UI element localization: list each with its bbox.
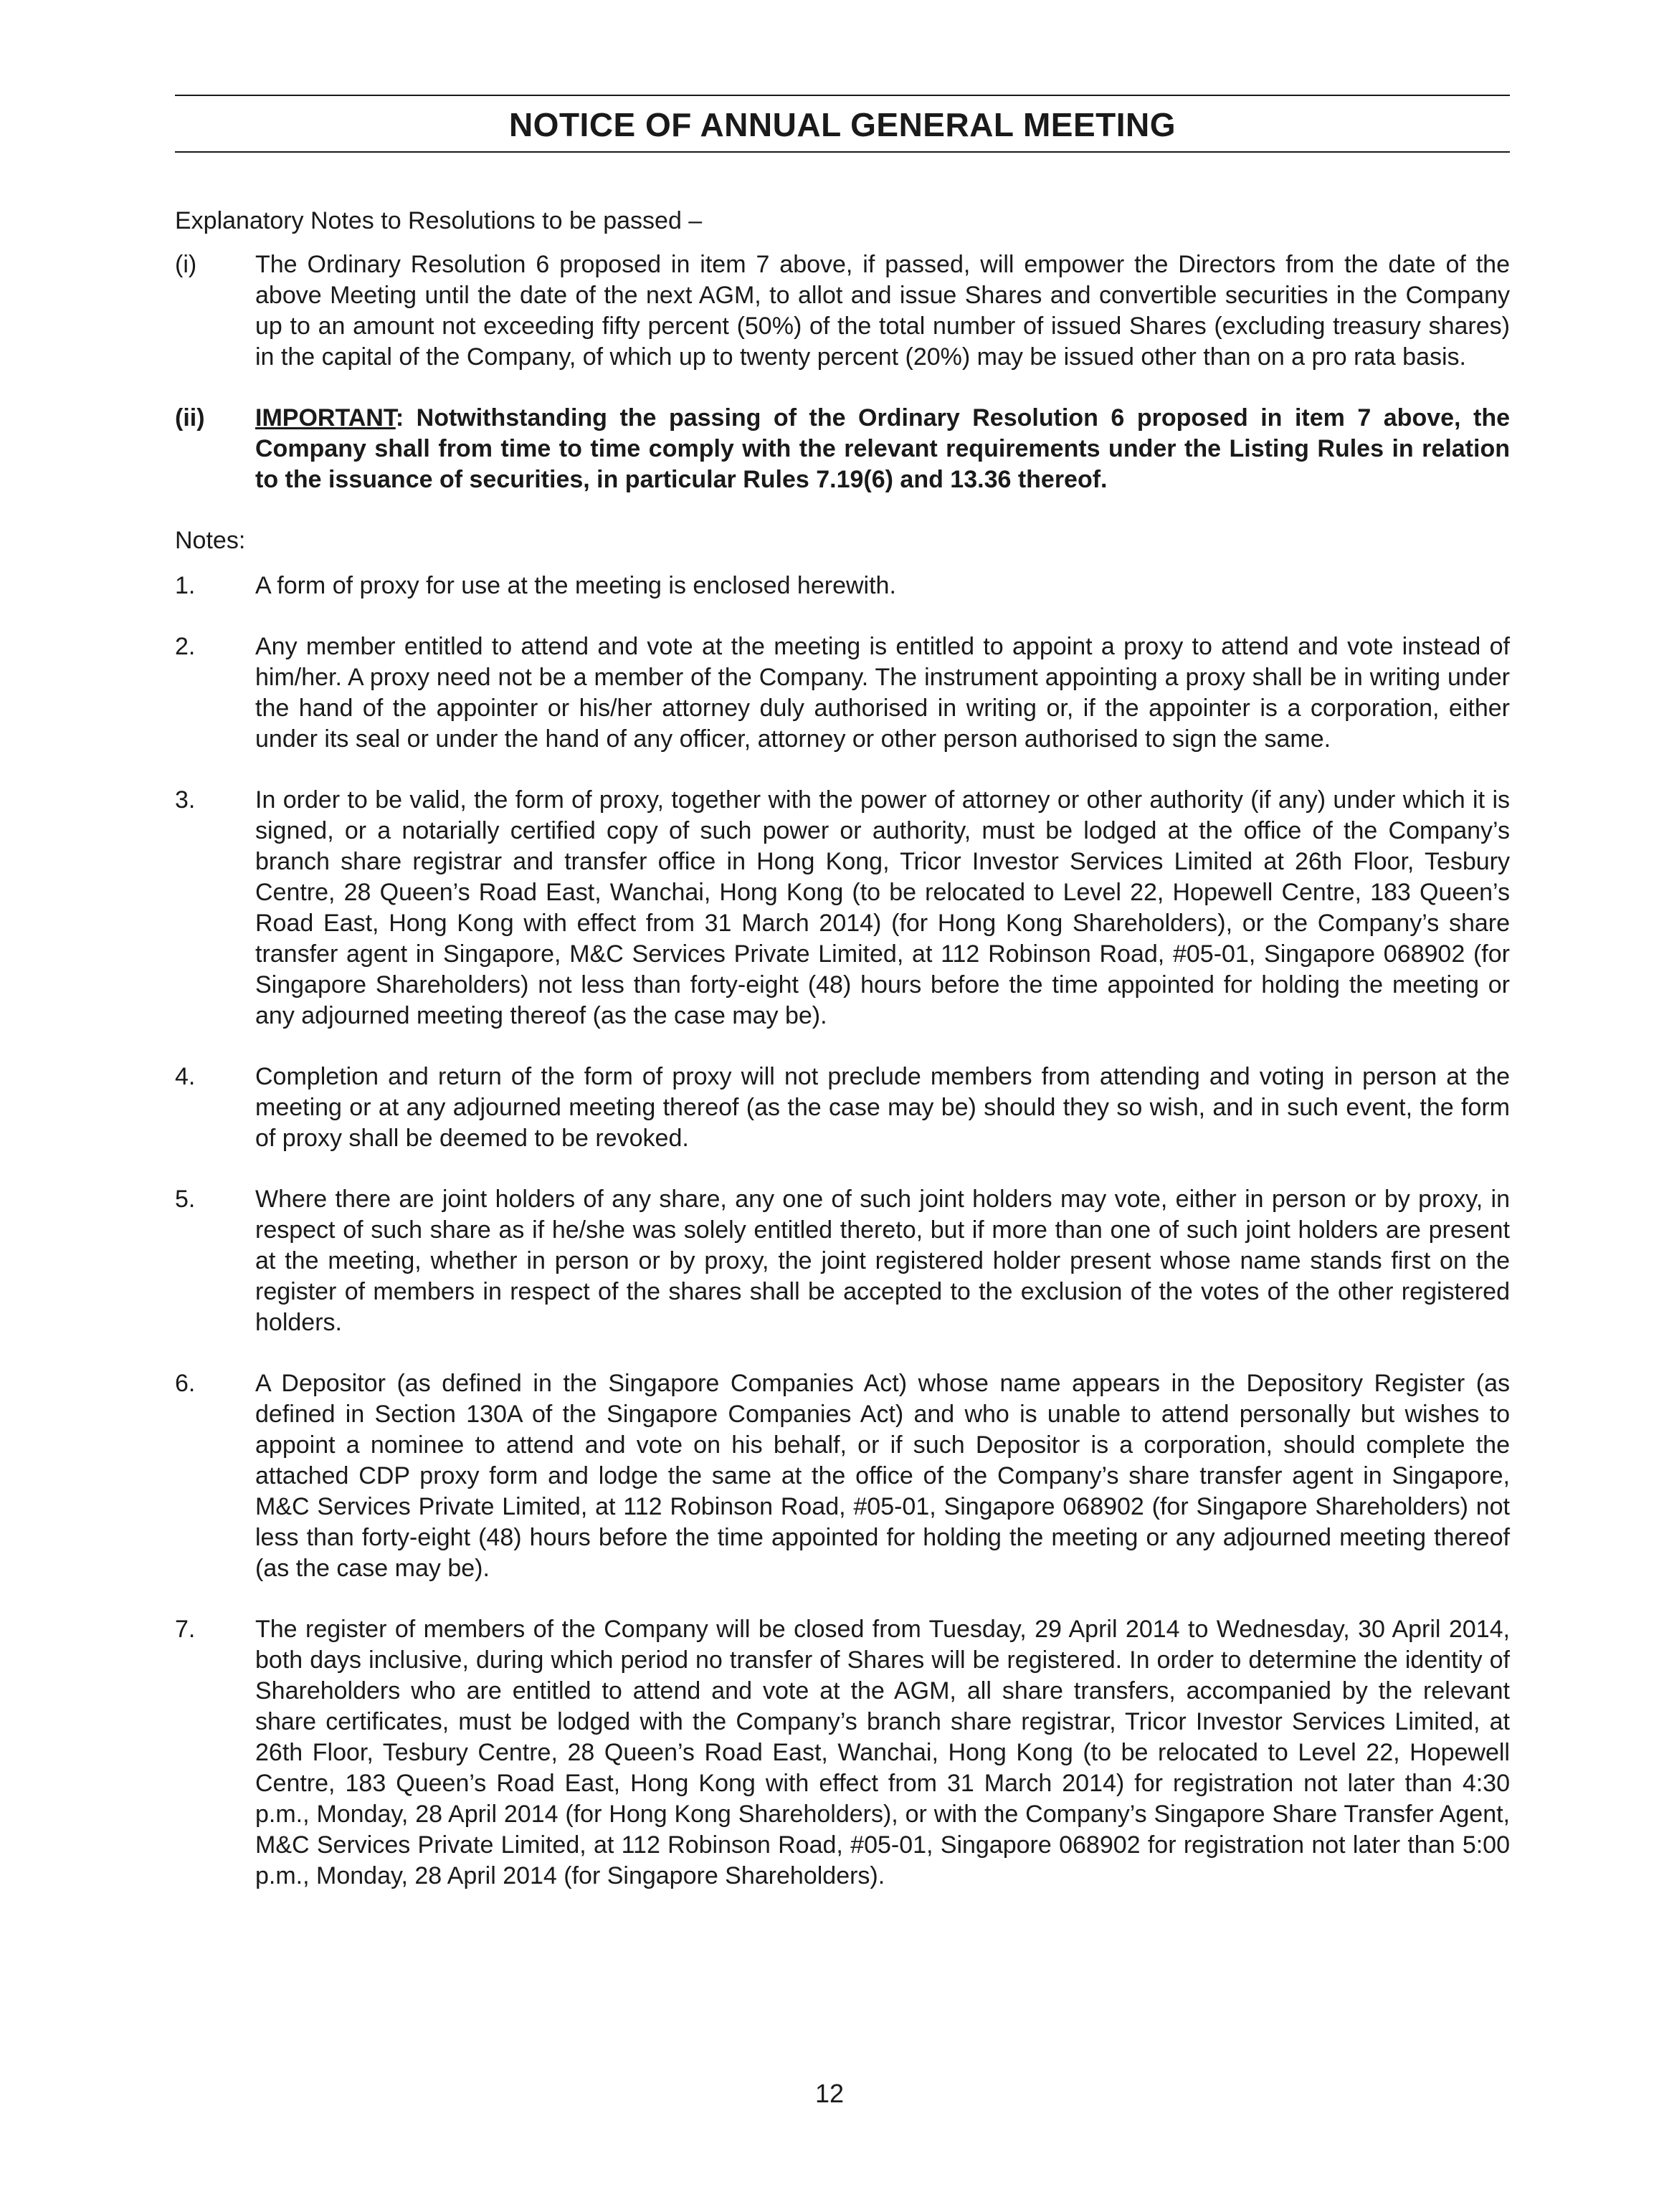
important-notice [255,403,1510,495]
important-colon: : [395,404,404,432]
item-label: (i) [175,250,197,278]
item-label: 5. [175,1185,196,1213]
note-item-6 [175,1368,1510,1584]
item-text: The Ordinary Resolution 6 proposed in item 7 above, if passed, will empower the Directors from the date of the above Meeting until the date of the next AGM, to allot and issue Shares and convertible securities in the Company up to an amount not exceeding fifty percent (50%) of the total number of issued Shares (excluding treasury shares) in the capital of the Company, of which up to twenty percent (20%) may be issued other than on a pro rata basis. [255,250,1510,371]
item-text: Any member entitled to attend and vote at the meeting is entitled to appoint a proxy to attend and vote instead of him/her. A proxy need not be a member of the Company. The instrument appointing a proxy shall be in writing under the hand of the appointer or his/her attorney duly authorised in writing or, if the appointer is a corporation, either under its seal or under the hand of any officer, attorney or other person authorised to sign the same. [255,632,1510,753]
item-text: Where there are joint holders of any share, any one of such joint holders may vote, either in person or by proxy, in respect of such share as if he/she was solely entitled thereto, but if more than one of such joint holders are present at the meeting, whether in person or by proxy, the joint registered holder present whose name stands first on the register of members in respect of the shares shall be accepted to the exclusion of the votes of the other registered holders. [255,1185,1510,1336]
item-label: 1. [175,571,196,599]
title-block [175,95,1510,153]
item-text: A Depositor (as defined in the Singapore Companies Act) whose name appears in the Depository Register (as defined in Section 130A of the Singapore Companies Act) and who is unable to attend personally but wishes to appoint a nominee to attend and vote on his behalf, or if such Depositor is a corporation, should complete the attached CDP proxy form and lodge the same at the office of the Company’s share transfer agent in Singapore, M&C Services Private Limited, at 112 Robinson Road, #05-01, Singapore 068902 (for Singapore Shareholders) not less than forty-eight (48) hours before the time appointed for holding the meeting or any adjourned meeting thereof (as the case may be). [255,1369,1510,1582]
item-label: 4. [175,1062,196,1090]
item-label: 2. [175,632,196,660]
note-item-3 [175,785,1510,1031]
item-label: 7. [175,1615,196,1643]
item-text: In order to be valid, the form of proxy, together with the power of attorney or other authority (if any) under which it is signed, or a notarially certified copy of such power or authority, must be lodged at the office of the Company’s branch share registrar and transfer office in Hong Kong, Tricor Investor Services Limited at 26th Floor, Tesbury Centre, 28 Queen’s Road East, Wanchai, Hong Kong (to be relocated to Level 22, Hopewell Centre, 183 Queen’s Road East, Hong Kong with effect from 31 March 2014) (for Hong Kong Shareholders), or the Company’s share transfer agent in Singapore, M&C Services Private Limited, at 112 Robinson Road, #05-01, Singapore 068902 (for Singapore Shareholders) not less than forty-eight (48) hours before the time appointed for holding the meeting or any adjourned meeting thereof (as the case may be). [255,786,1510,1029]
item-text: Notwithstanding the passing of the Ordinary Resolution 6 proposed in item 7 above, the Company shall from time to time comply with the relevant requirements under the Listing Rules in relation to the issuance of securities, in particular Rules 7.19(6) and 13.36 thereof. [255,404,1510,493]
item-text: A form of proxy for use at the meeting is enclosed herewith. [255,571,896,599]
notes-heading: Notes: [175,526,246,554]
page-title: NOTICE OF ANNUAL GENERAL MEETING [508,106,1176,143]
explanatory-item-ii [175,403,1510,495]
item-label: (ii) [175,404,205,432]
important-label: IMPORTANT [255,404,396,432]
note-item-1 [175,571,1510,601]
note-item-4 [175,1062,1510,1154]
document-page [175,95,1510,1922]
item-label: 6. [175,1369,196,1397]
note-item-7 [175,1614,1510,1892]
explanatory-heading: Explanatory Notes to Resolutions to be passed – [175,206,703,234]
item-text: The register of members of the Company will be closed from Tuesday, 29 April 2014 to Wednesday, 30 April 2014, both days inclusive, during which period no transfer of Shares will be registered. In order to determine the identity of Shareholders who are entitled to attend and vote at the AGM, all share transfers, accompanied by the relevant share certificates, must be lodged with the Company’s branch share registrar, Tricor Investor Services Limited, at 26th Floor, Tesbury Centre, 28 Queen’s Road East, Wanchai, Hong Kong (to be relocated to Level 22, Hopewell Centre, 183 Queen’s Road East, Hong Kong with effect from 31 March 2014) for registration not later than 4:30 p.m., Monday, 28 April 2014 (for Hong Kong Shareholders), or with the Company’s Singapore Share Transfer Agent, M&C Services Private Limited, at 112 Robinson Road, #05-01, Singapore 068902 for registration not later than 5:00 p.m., Monday, 28 April 2014 (for Singapore Shareholders). [255,1615,1510,1889]
page-number: 12 [814,2079,845,2108]
note-item-5 [175,1184,1510,1338]
item-label: 3. [175,786,196,814]
explanatory-item-i [175,249,1510,373]
note-item-2 [175,631,1510,755]
item-text: Completion and return of the form of proxy will not preclude members from attending and voting in person at the meeting or at any adjourned meeting thereof (as the case may be) should they so wish, and in such event, the form of proxy shall be deemed to be revoked. [255,1062,1510,1152]
